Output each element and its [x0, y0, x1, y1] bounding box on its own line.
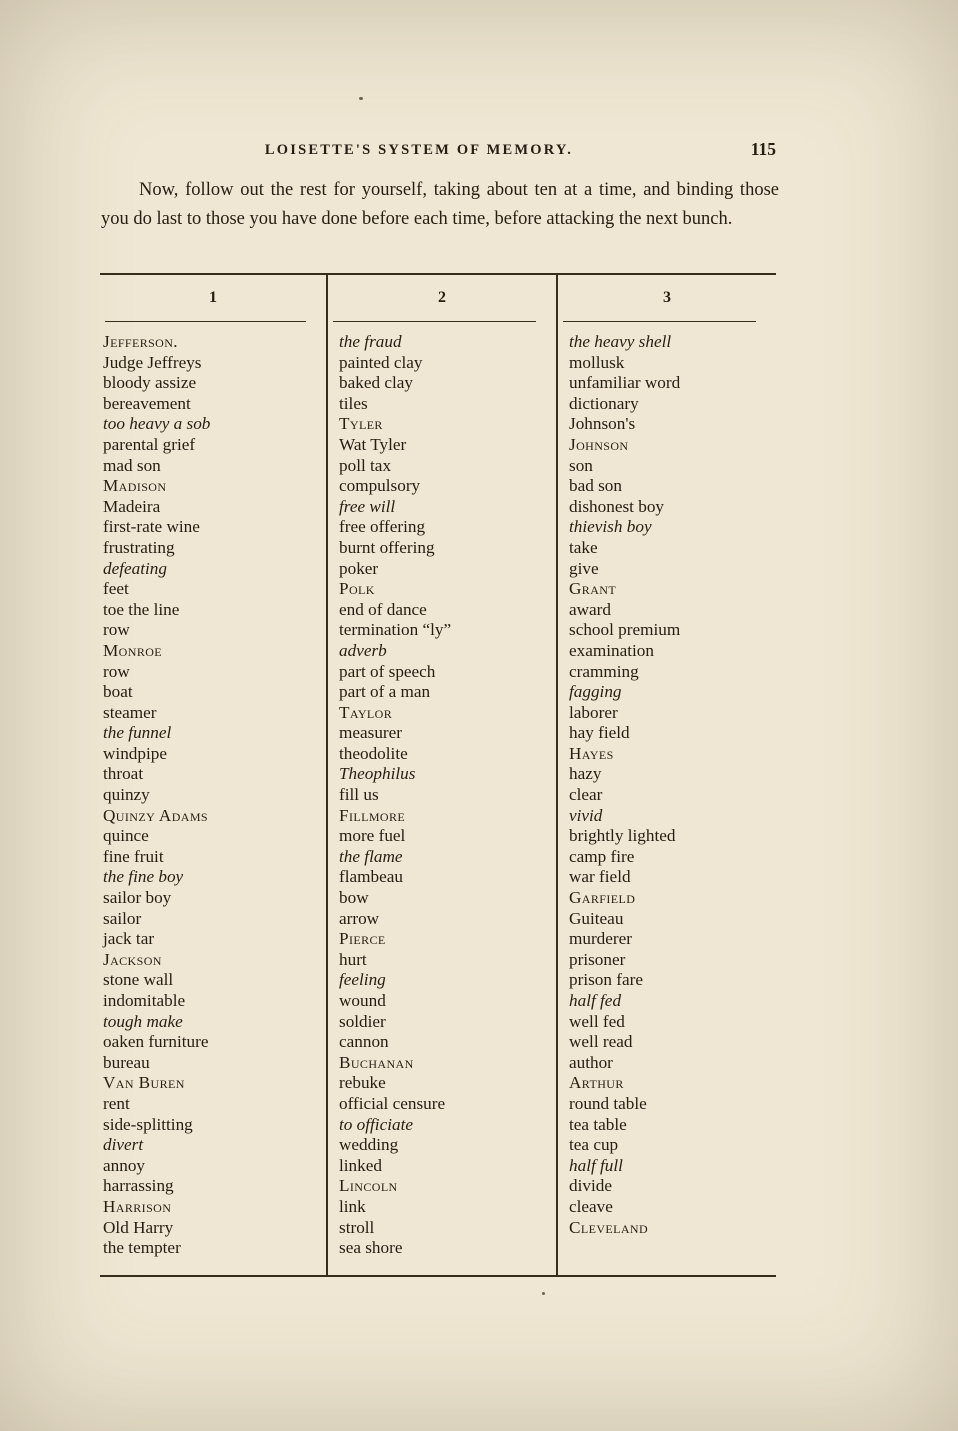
- list-item: Van Buren: [103, 1073, 185, 1093]
- list-item: author: [569, 1052, 613, 1072]
- list-item: Lincoln: [339, 1176, 398, 1196]
- list-item: murderer: [569, 929, 632, 949]
- list-item: school premium: [569, 620, 681, 640]
- list-item: Polk: [339, 579, 375, 599]
- list-item: to officiate: [339, 1114, 413, 1134]
- list-item: Guiteau: [569, 908, 624, 928]
- list-item: cannon: [339, 1032, 389, 1052]
- list-item: examination: [569, 640, 654, 660]
- list-item: the fraud: [339, 332, 402, 351]
- list-item: Grant: [569, 579, 617, 599]
- column-items-3: [558, 322, 776, 1254]
- list-item: Jefferson.: [103, 332, 179, 351]
- list-item: tea table: [569, 1114, 627, 1134]
- list-item: Jackson: [103, 949, 162, 969]
- list-item: adverb: [339, 640, 387, 660]
- list-item: jack tar: [103, 929, 155, 949]
- list-item: bereavement: [103, 393, 191, 413]
- list-item: laborer: [569, 702, 618, 722]
- list-item: sea shore: [339, 1238, 403, 1258]
- list-item: Johnson's: [569, 414, 636, 434]
- list-item: the fine boy: [103, 867, 184, 887]
- list-item: Buchanan: [339, 1052, 414, 1072]
- list-item: well fed: [569, 1011, 625, 1031]
- list-item: war field: [569, 867, 631, 887]
- list-item: rent: [103, 1093, 130, 1113]
- list-item: vivid: [569, 805, 603, 825]
- list-item: take: [569, 537, 598, 557]
- list-item: stone wall: [103, 970, 174, 990]
- list-item: part of speech: [339, 661, 436, 681]
- list-item: son: [569, 455, 593, 475]
- list-item: more fuel: [339, 826, 406, 846]
- list-item: Fillmore: [339, 805, 406, 825]
- column-header-3: 3: [663, 289, 671, 306]
- list-item: award: [569, 599, 611, 619]
- list-item: burnt offering: [339, 537, 435, 557]
- list-item: row: [103, 661, 130, 681]
- list-item: the flame: [339, 846, 403, 866]
- list-item: Hayes: [569, 743, 614, 763]
- list-item: fine fruit: [103, 846, 164, 866]
- list-item: parental grief: [103, 434, 196, 454]
- list-item: Theophilus: [339, 764, 416, 784]
- list-item: official censure: [339, 1093, 446, 1113]
- list-item: free offering: [339, 517, 426, 537]
- list-item: cramming: [569, 661, 639, 681]
- scan-speck: [359, 97, 363, 100]
- list-item: bad son: [569, 476, 622, 496]
- list-item: painted clay: [339, 352, 423, 372]
- table-column-1: [100, 275, 328, 1275]
- list-item: Cleveland: [569, 1217, 649, 1237]
- list-item: linked: [339, 1155, 382, 1175]
- list-item: Harrison: [103, 1196, 172, 1216]
- list-item: half fed: [569, 991, 622, 1010]
- list-item: dictionary: [569, 393, 639, 413]
- list-item: arrow: [339, 908, 380, 928]
- list-item: sailor boy: [103, 888, 172, 908]
- list-item: fagging: [569, 682, 622, 702]
- list-item: thievish boy: [569, 517, 652, 537]
- list-item: side-splitting: [103, 1114, 193, 1134]
- list-item: indomitable: [103, 991, 186, 1010]
- list-item: part of a man: [339, 682, 431, 702]
- list-item: bloody assize: [103, 373, 197, 393]
- list-item: bureau: [103, 1052, 150, 1072]
- list-item: wound: [339, 991, 386, 1010]
- list-item: clear: [569, 785, 603, 805]
- list-item: divert: [103, 1135, 144, 1155]
- list-item: fill us: [339, 785, 379, 805]
- list-item: theodolite: [339, 743, 408, 763]
- list-item: too heavy a sob: [103, 414, 211, 434]
- list-item: tea cup: [569, 1135, 619, 1155]
- list-item: termination “ly”: [339, 620, 452, 640]
- list-item: row: [103, 620, 130, 640]
- list-item: the funnel: [103, 723, 172, 743]
- list-item: prisoner: [569, 949, 626, 969]
- list-item: brightly lighted: [569, 826, 676, 846]
- list-item: soldier: [339, 1011, 386, 1031]
- list-item: bow: [339, 888, 369, 908]
- scan-speck: [542, 1292, 545, 1295]
- column-items-2: [328, 322, 556, 1275]
- list-item: sailor: [103, 908, 142, 928]
- list-item: free will: [339, 496, 396, 516]
- list-item: frustrating: [103, 537, 175, 557]
- list-item: first-rate wine: [103, 517, 200, 537]
- list-item: Madeira: [103, 496, 161, 516]
- list-item: poll tax: [339, 455, 392, 475]
- list-item: Wat Tyler: [339, 434, 407, 454]
- list-item: Tyler: [339, 414, 383, 434]
- page-title: LOISETTE'S SYSTEM OF MEMORY.: [264, 142, 574, 158]
- list-item: dishonest boy: [569, 496, 665, 516]
- list-item: compulsory: [339, 476, 421, 496]
- list-item: round table: [569, 1093, 647, 1113]
- intro-paragraph: Now, follow out the rest for yourself, taking about ten at a time, and binding those you do last to those you have done before each time, before attacking the next bunch.: [101, 180, 779, 229]
- list-item: oaken furniture: [103, 1032, 209, 1052]
- list-item: harrassing: [103, 1176, 174, 1196]
- list-item: divide: [569, 1176, 612, 1196]
- list-item: give: [569, 558, 599, 578]
- list-item: tough make: [103, 1011, 183, 1031]
- list-item: toe the line: [103, 599, 180, 619]
- list-item: unfamiliar word: [569, 373, 681, 393]
- list-item: mollusk: [569, 352, 625, 372]
- list-item: camp fire: [569, 846, 635, 866]
- list-item: Pierce: [339, 929, 386, 949]
- list-item: flambeau: [339, 867, 403, 887]
- list-item: quince: [103, 826, 149, 846]
- list-item: mad son: [103, 455, 161, 475]
- list-item: Arthur: [569, 1073, 624, 1093]
- list-item: boat: [103, 682, 133, 702]
- list-item: hay field: [569, 723, 630, 743]
- list-item: baked clay: [339, 373, 413, 393]
- list-item: rebuke: [339, 1073, 386, 1093]
- list-item: feet: [103, 579, 129, 599]
- list-item: hurt: [339, 949, 367, 969]
- list-item: the tempter: [103, 1238, 181, 1258]
- list-item: half full: [569, 1155, 623, 1175]
- column-header-2: 2: [438, 289, 446, 306]
- running-head: [100, 139, 778, 166]
- list-item: defeating: [103, 558, 167, 578]
- list-item: Quinzy Adams: [103, 805, 208, 825]
- list-item: Monroe: [103, 640, 163, 660]
- list-item: Garfield: [569, 888, 636, 908]
- list-item: steamer: [103, 702, 157, 722]
- table-column-3: [558, 275, 776, 1275]
- list-item: link: [339, 1196, 366, 1216]
- list-item: Madison: [103, 476, 167, 496]
- list-item: hazy: [569, 764, 602, 784]
- list-item: the heavy shell: [569, 332, 672, 351]
- list-item: Taylor: [339, 702, 393, 722]
- memory-table: [100, 273, 776, 1277]
- page-number: 115: [750, 139, 776, 159]
- list-item: wedding: [339, 1135, 399, 1155]
- list-item: stroll: [339, 1217, 375, 1237]
- list-item: Johnson: [569, 434, 629, 454]
- list-item: end of dance: [339, 599, 427, 619]
- table-column-2: [328, 275, 558, 1275]
- list-item: well read: [569, 1032, 633, 1052]
- list-item: poker: [339, 558, 379, 578]
- list-item: measurer: [339, 723, 402, 743]
- list-item: windpipe: [103, 743, 167, 763]
- list-item: prison fare: [569, 970, 643, 990]
- column-items-1: [100, 322, 326, 1275]
- column-header-1: 1: [209, 289, 217, 306]
- list-item: Judge Jeffreys: [103, 352, 202, 372]
- list-item: throat: [103, 764, 144, 784]
- list-item: cleave: [569, 1196, 613, 1216]
- list-item: annoy: [103, 1155, 146, 1175]
- list-item: tiles: [339, 393, 368, 413]
- list-item: quinzy: [103, 785, 150, 805]
- list-item: feeling: [339, 970, 386, 990]
- list-item: Old Harry: [103, 1217, 174, 1237]
